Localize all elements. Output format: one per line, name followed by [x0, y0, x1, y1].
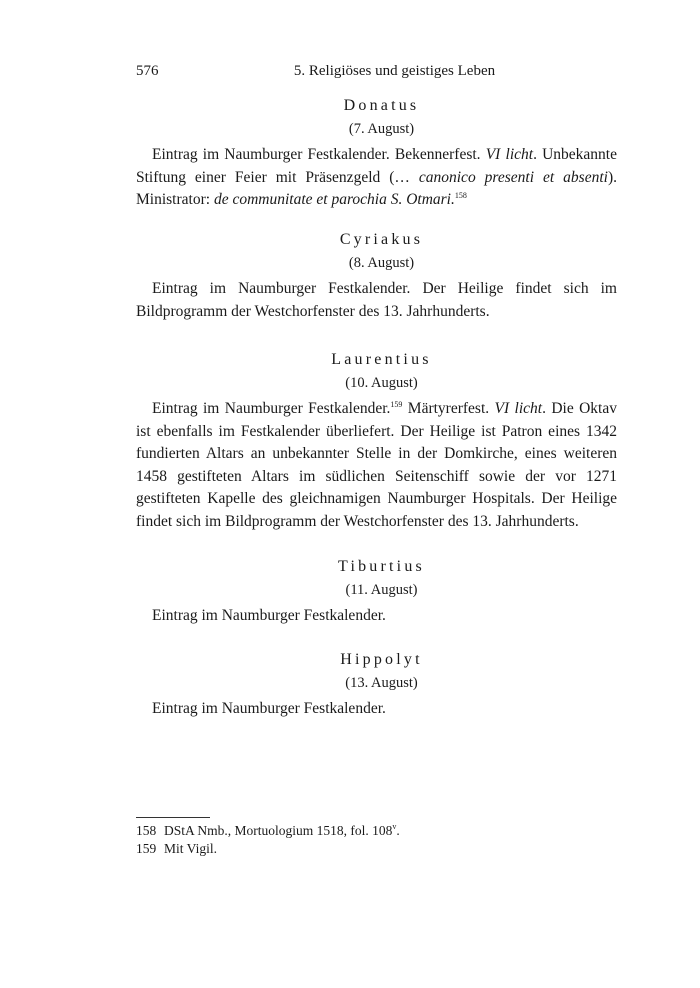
footnote-text: DStA Nmb., Mortuologium 1518, fol. 108 [164, 823, 393, 838]
running-title: 5. Religiöses und geistiges Leben [293, 63, 496, 79]
italic-run: VI licht [494, 400, 543, 417]
italic-run: de communitate et parochia S. Otmari. [213, 191, 455, 208]
text-run: Eintrag im Naumburger Festkalender. Bekennerfest. [152, 146, 486, 163]
footnotes [136, 822, 617, 858]
footnote-punct: . [396, 823, 400, 838]
feast-date: (11. August) [345, 582, 418, 598]
text-run: Eintrag im Naumburger Festkalender. [152, 700, 386, 717]
text-run: Eintrag im Naumburger Festkalender. [152, 400, 391, 417]
entry-laurentius [136, 348, 617, 533]
entry-text [136, 398, 617, 533]
entry-text [136, 278, 617, 323]
feast-date: (13. August) [345, 675, 418, 691]
italic-run: VI licht [485, 146, 534, 163]
entry-hippolyt [136, 648, 617, 721]
text-run: . Unbekannte Stiftung einer Feier mit Präsenzgeld (… [136, 146, 617, 186]
footnote-number: 158 [136, 823, 157, 838]
saint-name: Donatus [343, 97, 420, 114]
entry-text [136, 144, 617, 212]
text-run: Eintrag im Naumburger Festkalender. Der Heilige findet sich im Bildprogramm der Westchorfenster des 13. Jahrhunderts. [136, 280, 617, 320]
footnote-159 [136, 840, 617, 858]
entry-text [136, 698, 617, 721]
entry-donatus [136, 94, 617, 212]
saint-name: Cyriakus [339, 231, 424, 248]
saint-name: Laurentius [331, 351, 432, 368]
italic-run: canonico presenti et absenti [418, 168, 608, 186]
footnote-ref: 158 [454, 191, 467, 200]
footnote-superscript: v [392, 822, 397, 831]
footnote-text: Mit Vigil. [164, 841, 217, 856]
text-run: . Die Oktav ist ebenfalls im Festkalender überliefert. Der Heilige ist Patron eines 1342 fundierten Altars an unbekannter Stelle in der Domkirche, eines weiteren 1458 gestifteten Altars im südlichen Seitenschiff sowie der vor 1271 gestifteten Kapelle des gleichnamigen Naumburger Hospitals. Der Heilige findet sich im Bildprogramm der Westchorfenster des 13. Jahrhunderts. [136, 400, 617, 530]
saint-name: Tiburtius [338, 558, 425, 575]
saint-name: Hippolyt [340, 651, 423, 668]
running-header [136, 60, 617, 82]
entry-cyriakus [136, 228, 617, 323]
page-number: 576 [136, 63, 159, 79]
entry-tiburtius [136, 555, 617, 628]
feast-date: (7. August) [348, 121, 415, 137]
feast-date: (10. August) [345, 375, 418, 391]
footnote-divider [136, 817, 210, 818]
footnote-ref: 159 [390, 400, 403, 409]
feast-date: (8. August) [348, 255, 415, 271]
footnote-number: 159 [136, 841, 157, 856]
text-run: ). Ministrator: [136, 168, 617, 208]
footnote-158 [136, 822, 617, 840]
text-run: Eintrag im Naumburger Festkalender. [152, 607, 386, 624]
entry-text [136, 605, 617, 628]
text-run: Märtyrerfest. [402, 400, 495, 417]
